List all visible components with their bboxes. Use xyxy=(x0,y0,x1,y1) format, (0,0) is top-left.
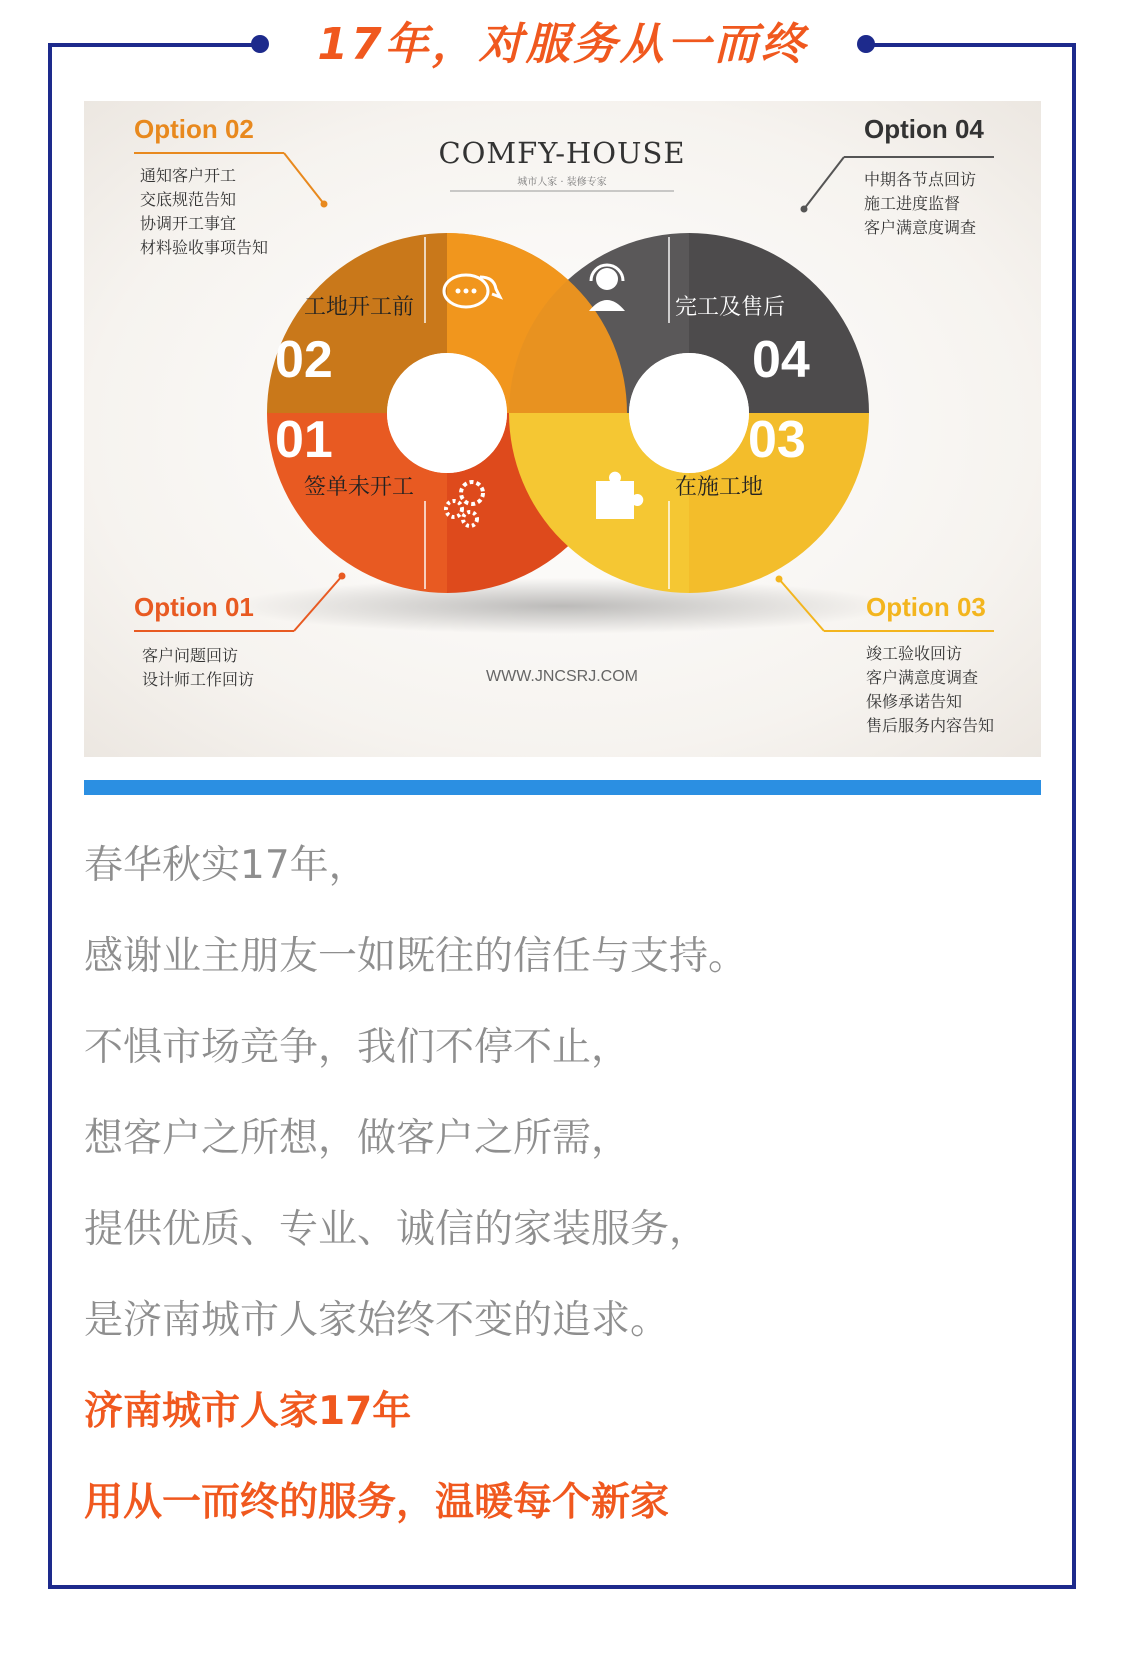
brand-tagline: 城市人家 · 装修专家 xyxy=(517,177,607,188)
highlight-line-2: 用从一而终的服务，温暖每个新家 xyxy=(84,1480,670,1525)
left-ring-hole xyxy=(387,353,507,473)
option-04-line-3: 客户满意度调查 xyxy=(864,218,977,237)
body-line-1: 春华秋实17年， xyxy=(84,843,368,888)
segment-03-label: 在施工地 xyxy=(675,475,764,500)
body-line-2: 感谢业主朋友一如既往的信任与支持。 xyxy=(84,934,748,979)
option-03-line-4: 售后服务内容告知 xyxy=(866,716,995,735)
option-01-line-1: 客户问题回访 xyxy=(142,646,239,665)
option-03-label: Option 03 xyxy=(866,592,986,622)
option-02-line-4: 材料验收事项告知 xyxy=(140,238,269,257)
option-02-label: Option 02 xyxy=(134,114,254,144)
option-02-line-2: 交底规范告知 xyxy=(140,190,237,209)
page-title: 17年，对服务从一而终 xyxy=(317,19,808,70)
body-line-3: 不惧市场竞争，我们不停不止， xyxy=(84,1025,631,1070)
segment-01-label: 签单未开工 xyxy=(304,475,415,500)
body-line-6: 是济南城市人家始终不变的追求。 xyxy=(84,1298,670,1343)
segment-02-number: 02 xyxy=(275,331,333,389)
ring-shadow xyxy=(232,578,892,634)
service-infographic xyxy=(84,101,1041,757)
website-url: WWW.JNCSRJ.COM xyxy=(486,668,638,685)
option-04-line-1: 中期各节点回访 xyxy=(864,170,977,189)
segment-04-label: 完工及售后 xyxy=(675,295,786,320)
option-03-line-3: 保修承诺告知 xyxy=(866,692,963,711)
option-03-line-2: 客户满意度调查 xyxy=(866,668,979,687)
option-02-line-3: 协调开工事宜 xyxy=(140,214,237,233)
segment-03-number: 03 xyxy=(748,411,806,469)
option-02-line-1: 通知客户开工 xyxy=(140,166,237,185)
body-line-4: 想客户之所想，做客户之所需， xyxy=(84,1116,631,1161)
segment-02-label: 工地开工前 xyxy=(304,295,415,320)
brand-name: COMFY-HOUSE xyxy=(438,136,686,170)
section-divider-bar xyxy=(84,780,1041,795)
highlight-line-1: 济南城市人家17年 xyxy=(84,1389,412,1434)
option-01-label: Option 01 xyxy=(134,592,254,622)
right-ring-hole xyxy=(629,353,749,473)
option-03-line-1: 竣工验收回访 xyxy=(866,644,963,663)
body-text xyxy=(84,840,1034,1568)
option-04-line-2: 施工进度监督 xyxy=(864,194,961,213)
body-line-5: 提供优质、专业、诚信的家装服务， xyxy=(84,1207,709,1252)
segment-04-number: 04 xyxy=(752,331,810,389)
option-04-label: Option 04 xyxy=(864,114,984,144)
option-01-line-2: 设计师工作回访 xyxy=(142,670,255,689)
segment-01-number: 01 xyxy=(275,411,333,469)
